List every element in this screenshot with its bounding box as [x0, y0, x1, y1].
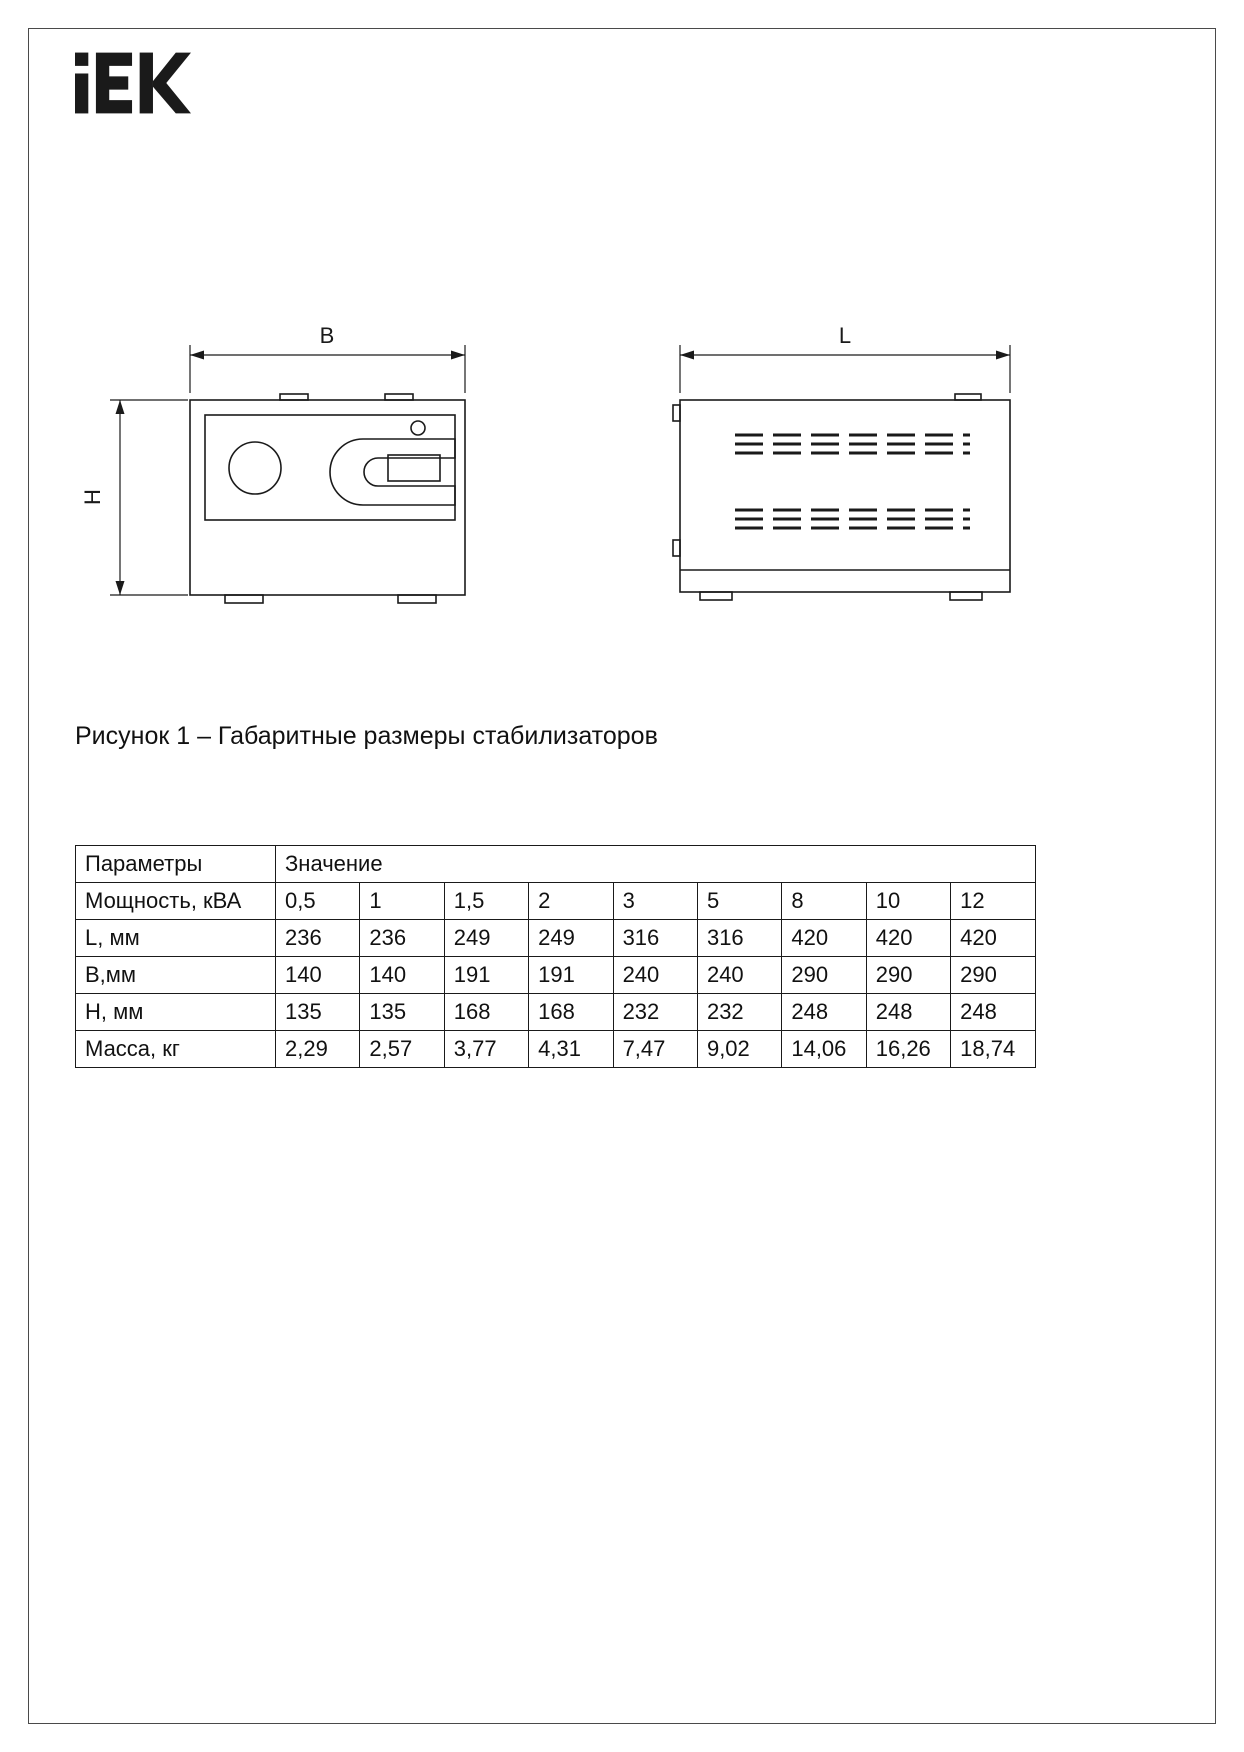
knob-circle [229, 442, 281, 494]
dim-label-h: H [80, 489, 105, 505]
table-cell: 140 [360, 957, 444, 994]
front-top-tab-left [280, 394, 308, 400]
table-cell: 236 [360, 920, 444, 957]
table-cell: 3,77 [444, 1031, 528, 1068]
table-cell: 290 [866, 957, 950, 994]
table-cell: 316 [613, 920, 697, 957]
front-top-tab-right [385, 394, 413, 400]
header-parameters: Параметры [76, 846, 276, 883]
table-cell: 135 [360, 994, 444, 1031]
table-cell: 191 [529, 957, 613, 994]
dim-label-l: L [838, 325, 852, 348]
front-body [190, 400, 465, 595]
spec-table-body [76, 846, 1036, 1068]
dimensions-figure [80, 325, 1080, 615]
table-cell: 168 [444, 994, 528, 1031]
indicator-circle [411, 421, 425, 435]
table-cell: 236 [276, 920, 360, 957]
table-cell: 290 [951, 957, 1035, 994]
table-cell: 140 [276, 957, 360, 994]
side-body [680, 400, 1010, 592]
table-cell: 191 [444, 957, 528, 994]
side-top-tab [955, 394, 981, 400]
front-foot-right [398, 595, 436, 603]
table-cell: 290 [782, 957, 866, 994]
table-cell: 16,26 [866, 1031, 950, 1068]
dimension-h [80, 400, 188, 595]
table-cell: 240 [613, 957, 697, 994]
table-cell: 420 [866, 920, 950, 957]
vent-slots-upper [735, 435, 970, 453]
table-cell: 10 [866, 883, 950, 920]
table-cell: 0,5 [276, 883, 360, 920]
table-cell: 9,02 [697, 1031, 781, 1068]
handle-cutout [330, 439, 455, 505]
row-label: L, мм [76, 920, 276, 957]
table-cell: 420 [951, 920, 1035, 957]
row-label: H, мм [76, 994, 276, 1031]
table-cell: 249 [529, 920, 613, 957]
table-row [76, 957, 1036, 994]
table-cell: 4,31 [529, 1031, 613, 1068]
table-cell: 248 [866, 994, 950, 1031]
table-cell: 240 [697, 957, 781, 994]
table-cell: 2,29 [276, 1031, 360, 1068]
table-cell: 14,06 [782, 1031, 866, 1068]
table-cell: 1 [360, 883, 444, 920]
front-foot-left [225, 595, 263, 603]
table-row [76, 920, 1036, 957]
table-cell: 2 [529, 883, 613, 920]
iek-logo-glyphs [75, 52, 191, 114]
table-cell: 248 [782, 994, 866, 1031]
dimension-l [680, 325, 1010, 393]
table-cell: 249 [444, 920, 528, 957]
front-view [80, 325, 465, 603]
table-cell: 316 [697, 920, 781, 957]
row-label: Мощность, кВА [76, 883, 276, 920]
table-cell: 18,74 [951, 1031, 1035, 1068]
table-row [76, 1031, 1036, 1068]
side-foot-right [950, 592, 982, 600]
table-cell: 168 [529, 994, 613, 1031]
iek-logo [75, 52, 191, 114]
dimension-b [190, 325, 465, 393]
table-row [76, 883, 1036, 920]
side-view [673, 325, 1010, 600]
table-cell: 3 [613, 883, 697, 920]
table-cell: 248 [951, 994, 1035, 1031]
table-cell: 5 [697, 883, 781, 920]
vent-slots-lower [735, 510, 970, 528]
side-left-tab-bottom [673, 540, 680, 556]
row-label: B,мм [76, 957, 276, 994]
table-header-row [76, 846, 1036, 883]
table-cell: 232 [697, 994, 781, 1031]
table-cell: 8 [782, 883, 866, 920]
row-label: Масса, кг [76, 1031, 276, 1068]
side-foot-left [700, 592, 732, 600]
table-cell: 12 [951, 883, 1035, 920]
display-rect [388, 455, 440, 481]
header-value: Значение [276, 846, 1036, 883]
table-cell: 7,47 [613, 1031, 697, 1068]
table-cell: 1,5 [444, 883, 528, 920]
table-cell: 2,57 [360, 1031, 444, 1068]
table-row [76, 994, 1036, 1031]
table-cell: 135 [276, 994, 360, 1031]
dim-label-b: B [319, 325, 335, 348]
table-cell: 232 [613, 994, 697, 1031]
figure-caption: Рисунок 1 – Габаритные размеры стабилизаторов [75, 722, 658, 750]
table-cell: 420 [782, 920, 866, 957]
side-left-tab-top [673, 405, 680, 421]
spec-table [75, 845, 1036, 1068]
